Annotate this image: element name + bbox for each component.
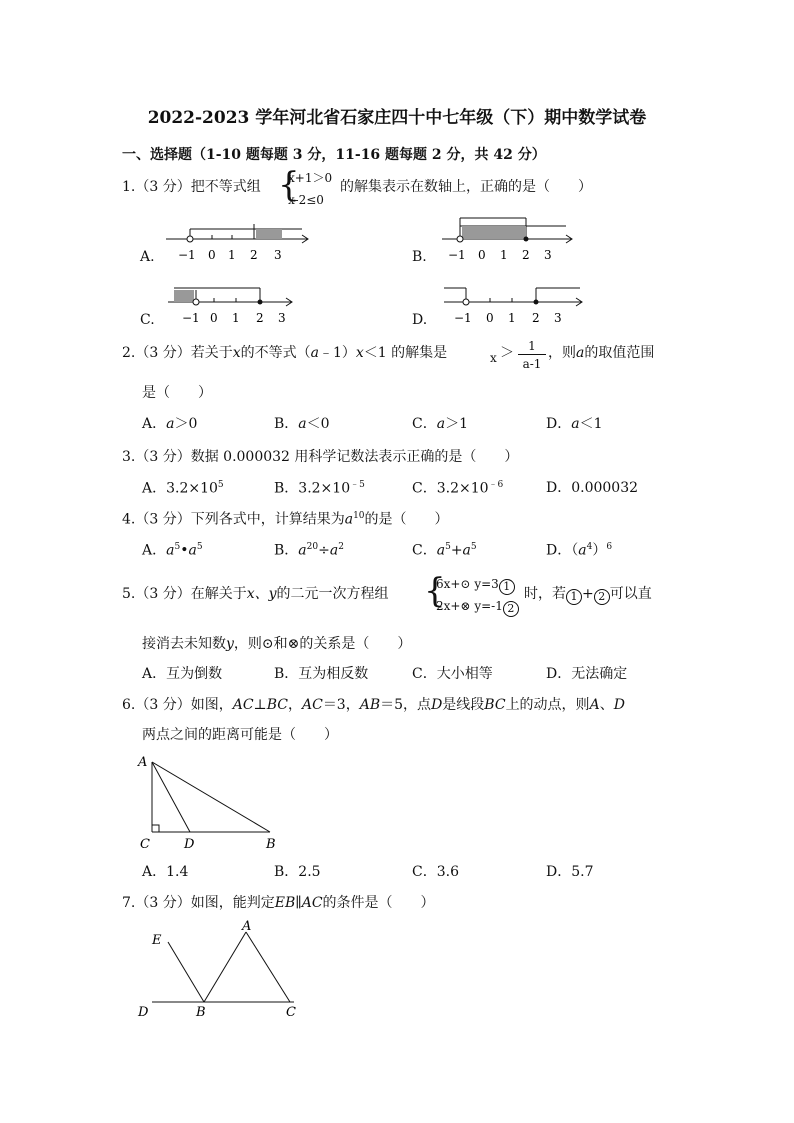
q3-opt-b[interactable]: B．$3.2\times 10^{﹣5}$	[274, 480, 365, 497]
q1-ineq-1: x+1＞0	[288, 171, 333, 185]
q4-opt-d[interactable]: D．$(a^4)^6$	[546, 542, 613, 559]
q6-label-b: B	[266, 837, 276, 852]
q3-opt-c[interactable]: C．$3.2\times 10^{﹣6}$	[412, 480, 504, 497]
q1-b-shade	[462, 226, 526, 239]
q5-opt-b[interactable]: B．互为相反数	[274, 666, 369, 682]
q2-opt-b[interactable]: B．a＜0	[274, 416, 330, 432]
q2-tail: ，则a的取值范围	[548, 345, 655, 361]
q4-opt-b[interactable]: B．$a^{20}\div a^2$	[274, 542, 344, 559]
q1-opt-c-label[interactable]: C.	[140, 312, 155, 328]
svg-text:2: 2	[522, 248, 530, 262]
svg-text:3: 3	[274, 248, 282, 262]
q2-gt: ＞	[500, 345, 514, 361]
svg-text:2: 2	[532, 311, 540, 325]
q2-frac-den: a-1	[522, 357, 542, 371]
tick-label: −1	[178, 248, 196, 262]
q6-label-c: C	[140, 837, 150, 852]
q1-a-shade	[256, 229, 282, 239]
q5-tail: 时，若 1 + 2 可以直	[524, 586, 652, 603]
q5-eq-2: 2x+⊗ y=-1 2	[436, 600, 519, 617]
q3-stem: 3.（3 分）数据 0.000032 用科学记数法表示正确的是（ ）	[122, 449, 519, 465]
q1-numberline-d[interactable]	[440, 282, 590, 328]
q7-label-b: B	[196, 1005, 206, 1020]
q1-opt-d-label[interactable]: D.	[412, 312, 428, 328]
q6-opt-d[interactable]: D．5.7	[546, 864, 594, 880]
q1-tail: 的解集表示在数轴上，正确的是（ ）	[340, 179, 592, 195]
svg-text:2: 2	[256, 311, 264, 325]
q7-label-e: E	[152, 933, 162, 948]
q7-label-a: A	[242, 919, 252, 934]
svg-text:0: 0	[478, 248, 486, 262]
q4-stem: 4.（3 分）下列各式中，计算结果为$a^{10}$的是（ ）	[122, 511, 449, 528]
svg-text:1: 1	[232, 311, 240, 325]
q6-opt-a[interactable]: A．1.4	[142, 864, 189, 880]
q2-stem: 2.（3 分）若关于x的不等式（a﹣1）x＜1 的解集是	[122, 345, 448, 361]
svg-text:0: 0	[210, 311, 218, 325]
q4-opt-a[interactable]: A．$a^5•a^5$	[142, 542, 203, 559]
page-title: 2022-2023 学年河北省石家庄四十中七年级（下）期中数学试卷	[147, 108, 647, 128]
q1-brace: {	[278, 165, 300, 205]
svg-text:−1: −1	[182, 311, 200, 325]
q5-opt-d[interactable]: D．无法确定	[546, 666, 628, 682]
q6-stem: 6.（3 分）如图，AC⊥BC，AC＝3，AB＝5，点D是线段BC上的动点，则A、D	[122, 697, 625, 713]
svg-text:1: 1	[228, 248, 236, 262]
svg-text:3: 3	[544, 248, 552, 262]
q2-x: x	[490, 351, 497, 365]
q5-eq-1: 6x+⊙ y=3 1	[436, 578, 515, 595]
q6-line2: 两点之间的距离可能是（ ）	[142, 727, 338, 743]
q2-opt-a[interactable]: A．a＞0	[142, 416, 198, 432]
svg-text:0: 0	[208, 248, 216, 262]
svg-text:1: 1	[500, 248, 508, 262]
q1-numberline-c[interactable]	[166, 282, 300, 328]
svg-text:1: 1	[508, 311, 516, 325]
q6-triangle-figure	[134, 752, 284, 852]
q1-c-shade	[174, 290, 194, 302]
q1-opt-a-label[interactable]: A.	[140, 249, 155, 265]
q2-opt-d[interactable]: D．a＜1	[546, 416, 603, 432]
svg-text:−1: −1	[448, 248, 466, 262]
q1-number: 1.（3 分）把不等式组	[122, 179, 261, 195]
q6-label-d: D	[184, 837, 195, 852]
q7-label-c: C	[286, 1005, 296, 1020]
q1-stem	[122, 180, 261, 194]
q2-frac-num: 1	[528, 339, 536, 353]
q4-opt-c[interactable]: C．$a^5+a^5$	[412, 542, 477, 559]
q2-frac-bar	[518, 354, 546, 355]
section-heading: 一、选择题（1-10 题每题 3 分，11-16 题每题 2 分，共 42 分）	[122, 147, 546, 163]
q6-opt-c[interactable]: C．3.6	[412, 864, 459, 880]
q5-stem: 5.（3 分）在解关于x、y的二元一次方程组	[122, 586, 389, 602]
q1-numberline-b[interactable]	[440, 212, 580, 264]
q1-numberline-a[interactable]	[160, 220, 320, 266]
svg-text:2: 2	[250, 248, 258, 262]
q3-opt-a[interactable]: A．$3.2\times 10^5$	[142, 480, 224, 497]
q2-line2: 是（ ）	[142, 385, 212, 401]
q5-brace: {	[424, 571, 446, 611]
q1-opt-b-label[interactable]: B.	[412, 249, 427, 265]
q3-opt-d[interactable]: D．0.000032	[546, 480, 639, 496]
q7-stem: 7.（3 分）如图，能判定EB∥AC的条件是（ ）	[122, 895, 435, 911]
q5-opt-a[interactable]: A．互为倒数	[142, 666, 223, 682]
q1-ineq-2: x-2≤0	[288, 193, 324, 207]
svg-text:3: 3	[554, 311, 562, 325]
svg-text:−1: −1	[454, 311, 472, 325]
q5-opt-c[interactable]: C．大小相等	[412, 666, 493, 682]
q5-line2: 接消去未知数y，则⊙和⊗的关系是（ ）	[142, 636, 412, 652]
q6-opt-b[interactable]: B．2.5	[274, 864, 321, 880]
q7-figure	[134, 918, 314, 1028]
svg-text:3: 3	[278, 311, 286, 325]
q6-label-a: A	[138, 755, 148, 770]
q2-opt-c[interactable]: C．a＞1	[412, 416, 468, 432]
svg-text:0: 0	[486, 311, 494, 325]
q7-label-d: D	[138, 1005, 149, 1020]
